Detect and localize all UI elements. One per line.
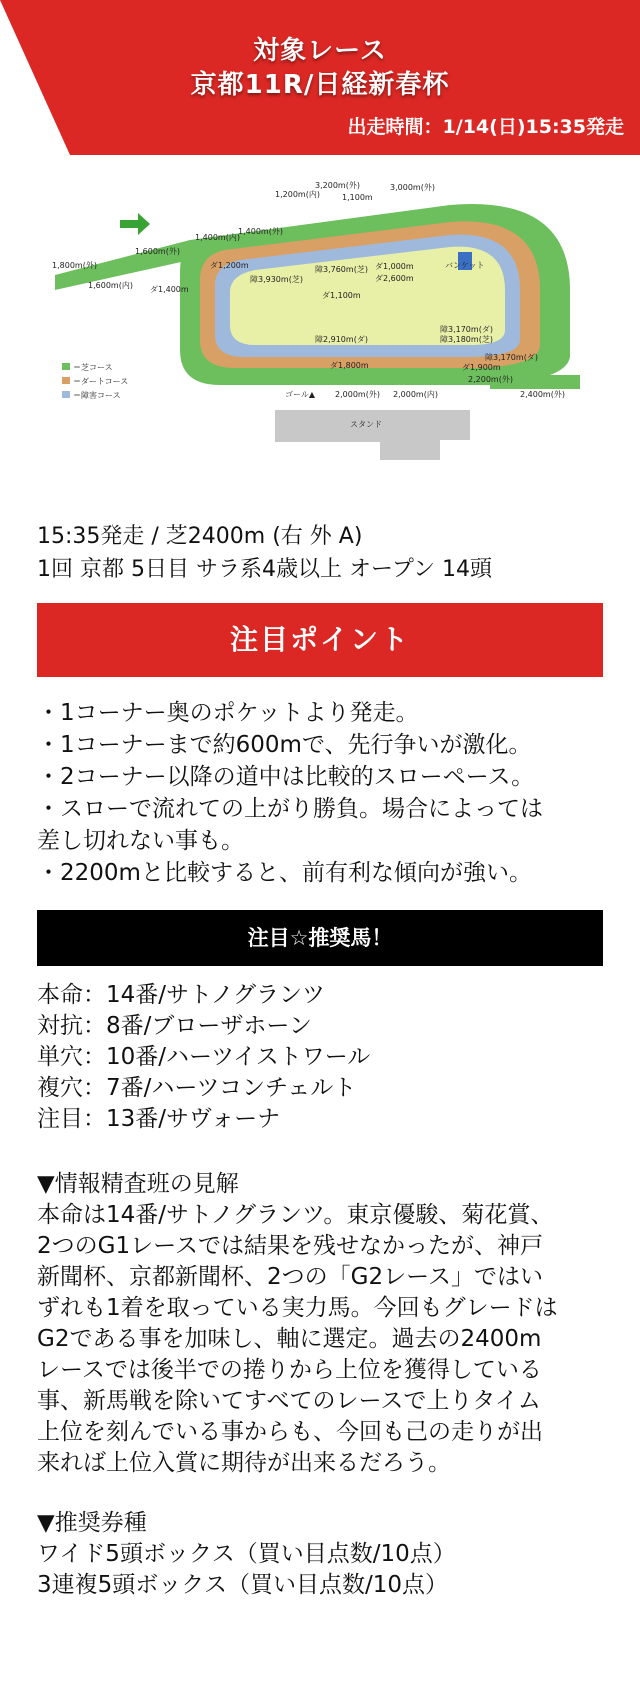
course-label: 1,400m(外) (238, 227, 283, 236)
course-label: ダ1,000m (375, 262, 414, 271)
race-header-banner (0, 0, 640, 155)
recommended-horses-title: 注目☆推奨馬！ (37, 910, 603, 966)
course-label: ダ2,600m (375, 274, 414, 283)
course-label: 2,000m(外) (335, 390, 380, 399)
race-info (37, 520, 492, 586)
course-label: 障3,180m(芝) (440, 335, 493, 344)
course-label: ダ1,200m (210, 261, 249, 270)
header-race-name: 京都11R/日経新春杯 (190, 70, 450, 100)
course-label: 障2,910m(ダ) (315, 335, 368, 344)
course-label: 2,400m(外) (520, 390, 565, 399)
course-label: 障3,760m(芝) (315, 265, 368, 274)
ticket-item: ワイド5頭ボックス（買い目点数/10点） (37, 1541, 456, 1567)
course-label: ダ1,100m (322, 291, 361, 300)
race-info-line2: 1回 京都 5日目 サラ系4歳以上 オープン 14頭 (37, 557, 492, 582)
stand-shape (275, 410, 470, 460)
header-post-time: 出走時間：1/14(日)15:35発走 (347, 116, 624, 138)
kyoto-course-map (50, 180, 590, 480)
header-target-race-label: 対象レース (253, 36, 387, 66)
attention-points-list (37, 697, 617, 889)
tickets-heading: ▼推奨券種 (37, 1510, 147, 1536)
opinion-line: 2つのG1レースでは結果を残せなかったが、神戸 (37, 1233, 543, 1259)
attention-point-item: ・1コーナー奥のポケットより発走。 (37, 700, 419, 726)
course-label: 2,000m(内) (393, 390, 438, 399)
opinion-line: 本命は14番/サトノグランツ。東京優駿、菊花賞、 (37, 1202, 554, 1228)
course-legend (62, 362, 128, 400)
course-label: 障3,170m(ダ) (485, 353, 538, 362)
course-label: 3,000m(外) (390, 183, 435, 192)
opinion-line: 上位を刻んでいる事からも、今回も己の走りが出 (37, 1419, 543, 1445)
opinion-line: 新聞杯、京都新聞杯、2つの「G2レース」ではい (37, 1264, 543, 1290)
opinion-line: ずれも1着を取っている実力馬。今回もグレードは (37, 1295, 558, 1321)
attention-point-item: ・2200mと比較すると、前有利な傾向が強い。 (37, 860, 532, 886)
legend-dirt: ＝ダートコース (73, 377, 129, 386)
course-label: 1,600m(外) (135, 247, 180, 256)
attention-point-item: ・1コーナーまで約600mで、先行争いが激化。 (37, 732, 532, 758)
pick-fukuana: 複穴：7番/ハーツコンチェルト (37, 1075, 357, 1101)
course-label: 1,800m(外) (52, 261, 97, 270)
course-label: 3,200m(外) (315, 181, 360, 190)
course-label: 2,200m(外) (468, 375, 513, 384)
course-label: 障3,930m(芝) (250, 275, 303, 284)
course-label: 1,100m (342, 193, 373, 202)
ticket-item: 3連複5頭ボックス（買い目点数/10点） (37, 1572, 449, 1598)
course-label: 1,600m(内) (88, 281, 133, 290)
opinion-heading: ▼情報精査班の見解 (37, 1171, 239, 1197)
recommended-tickets (37, 1508, 456, 1601)
legend-turf: ＝芝コース (73, 363, 113, 372)
opinion-line: レースでは後半での捲りから上位を獲得している (37, 1357, 542, 1383)
pick-honmei: 本命：14番/サトノグランツ (37, 982, 325, 1008)
stand-label: スタンド (350, 420, 382, 429)
course-label: 障3,170m(ダ) (440, 325, 493, 334)
course-label: ダ1,900m (462, 363, 501, 372)
course-label: 1,200m(内) (275, 190, 320, 199)
course-label: ダ1,800m (330, 361, 369, 370)
race-info-line1: 15:35発走 / 芝2400m (右 外 A) (37, 524, 363, 549)
pick-chuumoku: 注目：13番/サヴォーナ (37, 1106, 281, 1132)
pick-tanana: 単穴：10番/ハーツイストワール (37, 1044, 371, 1070)
pick-taikou: 対抗：8番/ブローザホーン (37, 1013, 312, 1039)
attention-point-item: ・スローで流れての上がり勝負。場合によっては (37, 796, 543, 822)
recommended-horses-list (37, 980, 370, 1135)
course-label: 1,400m(内) (195, 233, 240, 242)
analyst-opinion (37, 1169, 617, 1479)
attention-points-title: 注目ポイント (37, 603, 603, 677)
course-label: バンケット (445, 261, 485, 270)
legend-jump: ＝障害コース (73, 391, 121, 400)
attention-point-item: 差し切れない事も。 (37, 828, 244, 854)
direction-arrow-icon (120, 213, 150, 235)
course-label: ゴール▲ (285, 390, 315, 399)
course-label: ダ1,400m (150, 285, 189, 294)
opinion-line: G2である事を加味し、軸に選定。過去の2400m (37, 1326, 542, 1352)
opinion-line: 事、新馬戦を除いてすべてのレースで上りタイム (37, 1388, 541, 1414)
opinion-line: 来れば上位入賞に期待が出来るだろう。 (37, 1450, 451, 1476)
attention-point-item: ・2コーナー以降の道中は比較的スローペース。 (37, 764, 535, 790)
